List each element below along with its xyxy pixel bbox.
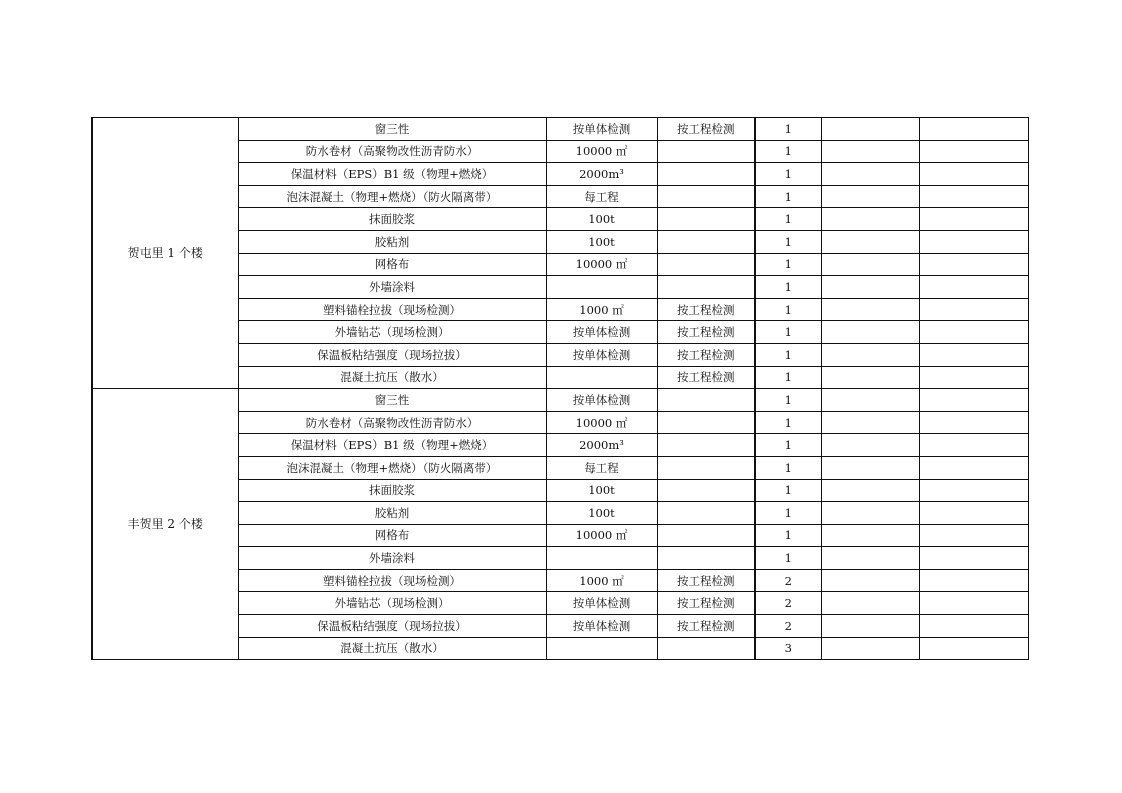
quantity-cell: 1 bbox=[755, 456, 821, 479]
blank-cell bbox=[919, 208, 1028, 231]
table-row bbox=[92, 389, 1028, 412]
blank-cell bbox=[821, 547, 919, 570]
inspection-method-cell bbox=[657, 185, 755, 208]
sampling-batch-cell: 10000 ㎡ bbox=[546, 524, 657, 547]
inspection-method-cell bbox=[657, 456, 755, 479]
blank-cell bbox=[821, 208, 919, 231]
inspection-method-cell bbox=[657, 140, 755, 163]
blank-cell bbox=[821, 140, 919, 163]
building-group-label: 贺屯里 1 个楼 bbox=[92, 118, 238, 389]
blank-cell bbox=[919, 637, 1028, 660]
blank-cell bbox=[919, 321, 1028, 344]
sampling-batch-cell: 10000 ㎡ bbox=[546, 411, 657, 434]
test-item-cell: 泡沫混凝土（物理+燃烧）（防火隔离带） bbox=[238, 456, 546, 479]
test-item-cell: 网格布 bbox=[238, 524, 546, 547]
sampling-batch-cell: 100t bbox=[546, 479, 657, 502]
blank-cell bbox=[821, 118, 919, 141]
sampling-batch-cell bbox=[546, 637, 657, 660]
inspection-method-cell bbox=[657, 502, 755, 525]
blank-cell bbox=[821, 411, 919, 434]
test-item-cell: 抹面胶浆 bbox=[238, 208, 546, 231]
blank-cell bbox=[919, 592, 1028, 615]
inspection-table bbox=[91, 117, 1029, 660]
quantity-cell: 1 bbox=[755, 140, 821, 163]
sampling-batch-cell: 按单体检测 bbox=[546, 389, 657, 412]
inspection-method-cell bbox=[657, 434, 755, 457]
blank-cell bbox=[821, 230, 919, 253]
blank-cell bbox=[919, 276, 1028, 299]
test-item-cell: 外墙钻芯（现场检测） bbox=[238, 321, 546, 344]
test-item-cell: 网格布 bbox=[238, 253, 546, 276]
blank-cell bbox=[919, 230, 1028, 253]
quantity-cell: 1 bbox=[755, 163, 821, 186]
test-item-cell: 外墙钻芯（现场检测） bbox=[238, 592, 546, 615]
sampling-batch-cell: 1000 ㎡ bbox=[546, 569, 657, 592]
blank-cell bbox=[919, 615, 1028, 638]
quantity-cell: 1 bbox=[755, 366, 821, 389]
sampling-batch-cell: 按单体检测 bbox=[546, 321, 657, 344]
blank-cell bbox=[919, 185, 1028, 208]
blank-cell bbox=[821, 592, 919, 615]
inspection-method-cell bbox=[657, 479, 755, 502]
test-item-cell: 保温板粘结强度（现场拉拔） bbox=[238, 343, 546, 366]
sampling-batch-cell: 按单体检测 bbox=[546, 615, 657, 638]
quantity-cell: 1 bbox=[755, 502, 821, 525]
inspection-method-cell bbox=[657, 208, 755, 231]
sampling-batch-cell bbox=[546, 547, 657, 570]
blank-cell bbox=[821, 366, 919, 389]
inspection-method-cell: 按工程检测 bbox=[657, 366, 755, 389]
test-item-cell: 混凝土抗压（散水） bbox=[238, 637, 546, 660]
blank-cell bbox=[919, 456, 1028, 479]
sampling-batch-cell: 按单体检测 bbox=[546, 118, 657, 141]
blank-cell bbox=[919, 253, 1028, 276]
sampling-batch-cell: 100t bbox=[546, 502, 657, 525]
quantity-cell: 1 bbox=[755, 298, 821, 321]
sampling-batch-cell bbox=[546, 366, 657, 389]
inspection-method-cell bbox=[657, 524, 755, 547]
blank-cell bbox=[919, 118, 1028, 141]
blank-cell bbox=[821, 434, 919, 457]
sampling-batch-cell: 100t bbox=[546, 208, 657, 231]
inspection-method-cell: 按工程检测 bbox=[657, 615, 755, 638]
blank-cell bbox=[919, 163, 1028, 186]
sampling-batch-cell: 按单体检测 bbox=[546, 343, 657, 366]
quantity-cell: 1 bbox=[755, 230, 821, 253]
blank-cell bbox=[919, 343, 1028, 366]
blank-cell bbox=[821, 502, 919, 525]
sampling-batch-cell: 每工程 bbox=[546, 456, 657, 479]
quantity-cell: 2 bbox=[755, 592, 821, 615]
test-item-cell: 抹面胶浆 bbox=[238, 479, 546, 502]
blank-cell bbox=[821, 185, 919, 208]
blank-cell bbox=[919, 298, 1028, 321]
blank-cell bbox=[821, 163, 919, 186]
test-item-cell: 保温板粘结强度（现场拉拔） bbox=[238, 615, 546, 638]
test-item-cell: 胶粘剂 bbox=[238, 230, 546, 253]
blank-cell bbox=[821, 253, 919, 276]
quantity-cell: 2 bbox=[755, 569, 821, 592]
quantity-cell: 1 bbox=[755, 547, 821, 570]
blank-cell bbox=[821, 569, 919, 592]
test-item-cell: 保温材料（EPS）B1 级（物理+燃烧） bbox=[238, 163, 546, 186]
inspection-method-cell bbox=[657, 389, 755, 412]
blank-cell bbox=[919, 389, 1028, 412]
quantity-cell: 1 bbox=[755, 276, 821, 299]
blank-cell bbox=[919, 569, 1028, 592]
test-item-cell: 窗三性 bbox=[238, 118, 546, 141]
quantity-cell: 2 bbox=[755, 615, 821, 638]
sampling-batch-cell bbox=[546, 276, 657, 299]
blank-cell bbox=[821, 276, 919, 299]
quantity-cell: 1 bbox=[755, 434, 821, 457]
blank-cell bbox=[821, 524, 919, 547]
blank-cell bbox=[821, 343, 919, 366]
sampling-batch-cell: 2000m³ bbox=[546, 434, 657, 457]
inspection-method-cell bbox=[657, 230, 755, 253]
inspection-method-cell bbox=[657, 276, 755, 299]
test-item-cell: 胶粘剂 bbox=[238, 502, 546, 525]
quantity-cell: 1 bbox=[755, 524, 821, 547]
blank-cell bbox=[821, 479, 919, 502]
blank-cell bbox=[821, 298, 919, 321]
quantity-cell: 1 bbox=[755, 411, 821, 434]
blank-cell bbox=[919, 547, 1028, 570]
inspection-method-cell bbox=[657, 253, 755, 276]
test-item-cell: 窗三性 bbox=[238, 389, 546, 412]
blank-cell bbox=[821, 456, 919, 479]
blank-cell bbox=[919, 140, 1028, 163]
blank-cell bbox=[919, 411, 1028, 434]
inspection-method-cell bbox=[657, 163, 755, 186]
quantity-cell: 1 bbox=[755, 185, 821, 208]
blank-cell bbox=[821, 615, 919, 638]
blank-cell bbox=[919, 502, 1028, 525]
inspection-method-cell: 按工程检测 bbox=[657, 118, 755, 141]
quantity-cell: 1 bbox=[755, 208, 821, 231]
table-row bbox=[92, 118, 1028, 141]
inspection-method-cell: 按工程检测 bbox=[657, 298, 755, 321]
inspection-method-cell bbox=[657, 637, 755, 660]
sampling-batch-cell: 10000 ㎡ bbox=[546, 140, 657, 163]
sampling-batch-cell: 2000m³ bbox=[546, 163, 657, 186]
sampling-batch-cell: 按单体检测 bbox=[546, 592, 657, 615]
sampling-batch-cell: 10000 ㎡ bbox=[546, 253, 657, 276]
test-item-cell: 泡沫混凝土（物理+燃烧）（防火隔离带） bbox=[238, 185, 546, 208]
quantity-cell: 1 bbox=[755, 389, 821, 412]
inspection-method-cell: 按工程检测 bbox=[657, 343, 755, 366]
test-item-cell: 塑料锚栓拉拔（现场检测） bbox=[238, 569, 546, 592]
test-item-cell: 外墙涂料 bbox=[238, 547, 546, 570]
blank-cell bbox=[919, 366, 1028, 389]
blank-cell bbox=[919, 524, 1028, 547]
building-group-label: 丰贺里 2 个楼 bbox=[92, 389, 238, 660]
quantity-cell: 1 bbox=[755, 343, 821, 366]
test-item-cell: 混凝土抗压（散水） bbox=[238, 366, 546, 389]
blank-cell bbox=[821, 389, 919, 412]
test-item-cell: 防水卷材（高聚物改性沥青防水） bbox=[238, 140, 546, 163]
inspection-method-cell bbox=[657, 411, 755, 434]
inspection-method-cell: 按工程检测 bbox=[657, 321, 755, 344]
inspection-method-cell: 按工程检测 bbox=[657, 592, 755, 615]
quantity-cell: 1 bbox=[755, 321, 821, 344]
test-item-cell: 外墙涂料 bbox=[238, 276, 546, 299]
blank-cell bbox=[821, 637, 919, 660]
inspection-method-cell bbox=[657, 547, 755, 570]
sampling-batch-cell: 100t bbox=[546, 230, 657, 253]
quantity-cell: 1 bbox=[755, 479, 821, 502]
table-body bbox=[92, 118, 1028, 660]
blank-cell bbox=[919, 434, 1028, 457]
sampling-batch-cell: 每工程 bbox=[546, 185, 657, 208]
quantity-cell: 1 bbox=[755, 118, 821, 141]
test-item-cell: 防水卷材（高聚物改性沥青防水） bbox=[238, 411, 546, 434]
quantity-cell: 3 bbox=[755, 637, 821, 660]
test-item-cell: 塑料锚栓拉拔（现场检测） bbox=[238, 298, 546, 321]
sampling-batch-cell: 1000 ㎡ bbox=[546, 298, 657, 321]
quantity-cell: 1 bbox=[755, 253, 821, 276]
test-item-cell: 保温材料（EPS）B1 级（物理+燃烧） bbox=[238, 434, 546, 457]
blank-cell bbox=[919, 479, 1028, 502]
inspection-method-cell: 按工程检测 bbox=[657, 569, 755, 592]
blank-cell bbox=[821, 321, 919, 344]
